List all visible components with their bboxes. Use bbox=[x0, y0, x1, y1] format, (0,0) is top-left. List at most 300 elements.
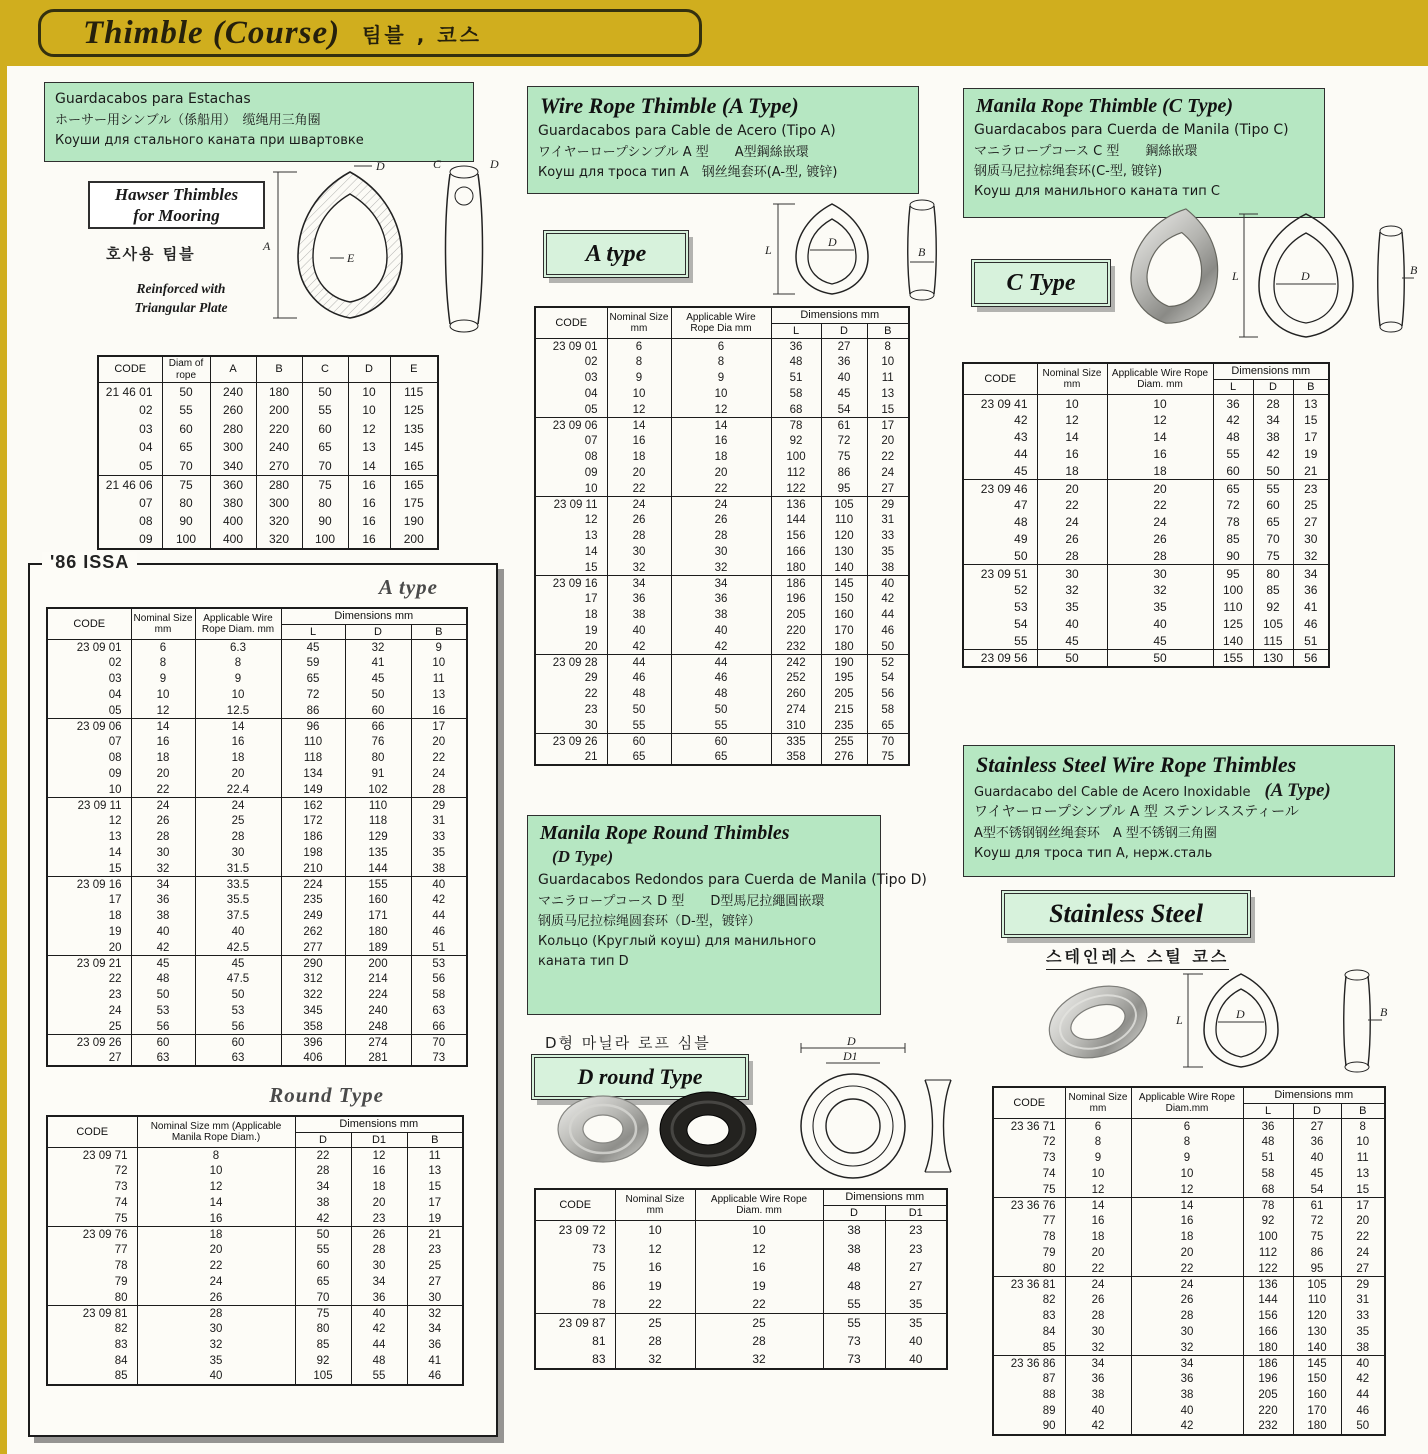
value-cell: 55 bbox=[302, 401, 348, 420]
value-cell: 42 bbox=[671, 639, 771, 655]
value-cell: 72 bbox=[281, 687, 345, 703]
value-cell: 45 bbox=[1037, 633, 1107, 650]
code-cell: 84 bbox=[47, 1353, 137, 1369]
info-line: Кольцо (Круглый коуш) для манильного bbox=[538, 933, 817, 949]
value-cell: 44 bbox=[351, 1337, 407, 1353]
value-cell: 105 bbox=[821, 497, 867, 513]
code-cell: 21 46 06 bbox=[98, 475, 162, 494]
info-line: ホーサー用シンブル（係船用） 缆绳用三角圈 bbox=[55, 112, 321, 128]
d-round-table bbox=[534, 1188, 948, 1370]
value-cell: 28 bbox=[131, 829, 195, 845]
value-cell: 63 bbox=[195, 1051, 281, 1067]
value-cell: 14 bbox=[1107, 429, 1213, 446]
table-row bbox=[993, 1387, 1385, 1403]
value-cell: 65 bbox=[1253, 514, 1293, 531]
value-cell: 23 bbox=[885, 1239, 947, 1258]
value-cell: 16 bbox=[348, 494, 390, 513]
info-line: Guardacabos para Cuerda de Manila (Tipo C) bbox=[974, 122, 1289, 138]
value-cell: 58 bbox=[867, 702, 909, 718]
value-cell: 274 bbox=[345, 1035, 411, 1051]
table-row bbox=[47, 766, 467, 782]
value-cell: 105 bbox=[295, 1369, 351, 1385]
value-cell: 170 bbox=[821, 623, 867, 639]
value-cell: 345 bbox=[281, 1003, 345, 1019]
code-cell: 23 09 72 bbox=[535, 1221, 615, 1240]
dim-label-B: B bbox=[1410, 263, 1418, 277]
c-type-thimble-diagram bbox=[1230, 206, 1420, 354]
value-cell: 196 bbox=[1243, 1372, 1293, 1388]
wire-rope-info-box bbox=[527, 86, 919, 194]
value-cell: 20 bbox=[671, 465, 771, 481]
value-cell: 55 bbox=[351, 1369, 407, 1385]
value-cell: 232 bbox=[1243, 1419, 1293, 1435]
value-cell: 8 bbox=[671, 355, 771, 371]
value-cell: 40 bbox=[1293, 1150, 1341, 1166]
stainless-thimble-images bbox=[1036, 964, 1398, 1078]
value-cell: 40 bbox=[1107, 616, 1213, 633]
column-header: D bbox=[823, 1205, 885, 1221]
code-cell: 78 bbox=[47, 1258, 137, 1274]
code-cell: 90 bbox=[993, 1419, 1065, 1435]
table-row bbox=[535, 434, 909, 450]
hawser-note-line1: Reinforced with bbox=[136, 281, 226, 296]
value-cell: 160 bbox=[345, 893, 411, 909]
value-cell: 34 bbox=[607, 576, 671, 592]
info-line: каната тип D bbox=[538, 954, 629, 970]
table-row bbox=[535, 339, 909, 355]
value-cell: 22 bbox=[695, 1295, 823, 1314]
code-cell: 79 bbox=[47, 1274, 137, 1290]
value-cell: 25 bbox=[1293, 497, 1329, 514]
value-cell: 33 bbox=[1341, 1308, 1385, 1324]
c-type-label-box: C Type bbox=[974, 262, 1108, 304]
table-row bbox=[47, 1322, 463, 1338]
value-cell: 40 bbox=[607, 623, 671, 639]
value-cell: 110 bbox=[821, 513, 867, 529]
value-cell: 65 bbox=[302, 438, 348, 457]
value-cell: 205 bbox=[821, 686, 867, 702]
value-cell: 12 bbox=[1037, 412, 1107, 429]
table-row bbox=[47, 1035, 467, 1051]
value-cell: 35 bbox=[1107, 599, 1213, 616]
value-cell: 32 bbox=[407, 1306, 463, 1322]
value-cell: 27 bbox=[885, 1276, 947, 1295]
value-cell: 135 bbox=[390, 420, 438, 439]
table-row bbox=[98, 383, 438, 402]
table-row bbox=[963, 531, 1329, 548]
value-cell: 12 bbox=[671, 402, 771, 418]
value-cell: 33.5 bbox=[195, 877, 281, 893]
value-cell: 18 bbox=[607, 449, 671, 465]
column-header: Dimensions mm bbox=[1243, 1087, 1385, 1103]
value-cell: 68 bbox=[1243, 1182, 1293, 1198]
column-header: D bbox=[1253, 379, 1293, 395]
value-cell: 34 bbox=[1293, 565, 1329, 582]
value-cell: 38 bbox=[823, 1239, 885, 1258]
value-cell: 122 bbox=[771, 481, 821, 497]
column-header: A bbox=[210, 356, 256, 383]
column-header: D bbox=[1293, 1103, 1341, 1119]
code-cell: 23 09 81 bbox=[47, 1306, 137, 1322]
value-cell: 56 bbox=[131, 1019, 195, 1035]
value-cell: 75 bbox=[302, 475, 348, 494]
table-row bbox=[535, 686, 909, 702]
value-cell: 172 bbox=[281, 814, 345, 830]
code-cell: 13 bbox=[535, 528, 607, 544]
code-cell: 78 bbox=[993, 1229, 1065, 1245]
table-row bbox=[993, 1119, 1385, 1135]
value-cell: 21 bbox=[407, 1227, 463, 1243]
table-row bbox=[47, 1258, 463, 1274]
value-cell: 36 bbox=[1243, 1119, 1293, 1135]
value-cell: 13 bbox=[411, 687, 467, 703]
code-cell: 08 bbox=[47, 750, 131, 766]
table-row bbox=[535, 497, 909, 513]
value-cell: 55 bbox=[1213, 446, 1253, 463]
value-cell: 34 bbox=[1131, 1356, 1243, 1372]
manila-d-info-box bbox=[527, 815, 927, 1015]
value-cell: 165 bbox=[390, 475, 438, 494]
info-line: Коуш для троса тип A, нерж.сталь bbox=[974, 845, 1213, 861]
value-cell: 20 bbox=[351, 1195, 407, 1211]
value-cell: 360 bbox=[210, 475, 256, 494]
value-cell: 9 bbox=[607, 370, 671, 386]
value-cell: 9 bbox=[671, 370, 771, 386]
code-cell: 22 bbox=[47, 972, 131, 988]
value-cell: 40 bbox=[671, 623, 771, 639]
manila-c-table bbox=[962, 362, 1330, 668]
table-row bbox=[993, 1135, 1385, 1151]
value-cell: 50 bbox=[671, 702, 771, 718]
value-cell: 42.5 bbox=[195, 940, 281, 956]
table-row bbox=[47, 893, 467, 909]
value-cell: 8 bbox=[137, 1148, 295, 1164]
value-cell: 60 bbox=[1253, 497, 1293, 514]
value-cell: 47.5 bbox=[195, 972, 281, 988]
a-type-label-box: A type bbox=[546, 233, 686, 275]
table-row bbox=[47, 1148, 463, 1164]
value-cell: 235 bbox=[821, 718, 867, 734]
value-cell: 270 bbox=[256, 457, 302, 476]
value-cell: 189 bbox=[345, 940, 411, 956]
value-cell: 186 bbox=[281, 829, 345, 845]
value-cell: 30 bbox=[351, 1258, 407, 1274]
value-cell: 13 bbox=[348, 438, 390, 457]
column-header: B bbox=[407, 1132, 463, 1148]
table-row bbox=[963, 599, 1329, 616]
value-cell: 55 bbox=[823, 1313, 885, 1332]
info-line: ワイヤーロープシンブル A 型 A型鋼絲嵌環 bbox=[538, 144, 809, 160]
code-cell: 86 bbox=[535, 1276, 615, 1295]
code-cell: 23 09 56 bbox=[963, 650, 1037, 667]
value-cell: 136 bbox=[1243, 1277, 1293, 1293]
value-cell: 6.3 bbox=[195, 640, 281, 656]
code-cell: 02 bbox=[98, 401, 162, 420]
value-cell: 10 bbox=[607, 386, 671, 402]
value-cell: 36 bbox=[1293, 1135, 1341, 1151]
header-row bbox=[98, 356, 438, 383]
column-header: L bbox=[281, 624, 345, 640]
table-row bbox=[47, 1369, 463, 1385]
table-row bbox=[535, 671, 909, 687]
value-cell: 130 bbox=[1293, 1324, 1341, 1340]
table-row bbox=[47, 972, 467, 988]
value-cell: 15 bbox=[1293, 412, 1329, 429]
column-header: D1 bbox=[885, 1205, 947, 1221]
value-cell: 400 bbox=[210, 512, 256, 531]
value-cell: 31 bbox=[1341, 1293, 1385, 1309]
code-cell: 27 bbox=[47, 1051, 131, 1067]
table-row bbox=[993, 1324, 1385, 1340]
info-line: 钢质马尼拉棕绳套环(C-型, 镀锌) bbox=[974, 163, 1163, 179]
value-cell: 13 bbox=[1341, 1166, 1385, 1182]
code-cell: 10 bbox=[47, 782, 131, 798]
value-cell: 20 bbox=[867, 434, 909, 450]
value-cell: 48 bbox=[1213, 429, 1253, 446]
value-cell: 380 bbox=[210, 494, 256, 513]
value-cell: 12 bbox=[1065, 1182, 1131, 1198]
value-cell: 34 bbox=[295, 1179, 351, 1195]
column-header: CODE bbox=[993, 1087, 1065, 1119]
value-cell: 92 bbox=[295, 1353, 351, 1369]
value-cell: 72 bbox=[1213, 497, 1253, 514]
value-cell: 28 bbox=[607, 528, 671, 544]
value-cell: 75 bbox=[1293, 1229, 1341, 1245]
value-cell: 23 bbox=[407, 1243, 463, 1259]
value-cell: 32 bbox=[131, 861, 195, 877]
value-cell: 90 bbox=[162, 512, 210, 531]
value-cell: 60 bbox=[195, 1035, 281, 1051]
table-row bbox=[993, 1293, 1385, 1309]
table-row bbox=[535, 1350, 947, 1369]
wire-rope-info-title: Wire Rope Thimble (A Type) bbox=[540, 93, 799, 118]
value-cell: 27 bbox=[821, 339, 867, 355]
value-cell: 28 bbox=[1131, 1308, 1243, 1324]
value-cell: 23 bbox=[885, 1221, 947, 1240]
code-cell: 52 bbox=[963, 582, 1037, 599]
table-row bbox=[535, 481, 909, 497]
value-cell: 130 bbox=[821, 544, 867, 560]
value-cell: 30 bbox=[607, 544, 671, 560]
column-header: D bbox=[821, 323, 867, 339]
value-cell: 300 bbox=[256, 494, 302, 513]
value-cell: 31 bbox=[411, 814, 467, 830]
value-cell: 41 bbox=[1293, 599, 1329, 616]
table-row bbox=[993, 1229, 1385, 1245]
column-header: B bbox=[256, 356, 302, 383]
value-cell: 45 bbox=[131, 956, 195, 972]
d-round-thimble-photos bbox=[548, 1078, 768, 1180]
code-cell: 20 bbox=[47, 940, 131, 956]
issa-heading: '86 ISSA bbox=[42, 552, 137, 573]
value-cell: 92 bbox=[771, 434, 821, 450]
value-cell: 34 bbox=[131, 877, 195, 893]
value-cell: 10 bbox=[1341, 1135, 1385, 1151]
code-cell: 23 bbox=[535, 702, 607, 718]
code-cell: 89 bbox=[993, 1403, 1065, 1419]
value-cell: 30 bbox=[407, 1290, 463, 1306]
value-cell: 52 bbox=[867, 655, 909, 671]
value-cell: 85 bbox=[295, 1337, 351, 1353]
dim-label-D: D bbox=[1236, 1007, 1245, 1021]
value-cell: 8 bbox=[1341, 1119, 1385, 1135]
value-cell: 320 bbox=[256, 512, 302, 531]
value-cell: 34 bbox=[1065, 1356, 1131, 1372]
code-cell: 83 bbox=[993, 1308, 1065, 1324]
code-cell: 23 bbox=[47, 987, 131, 1003]
info-line: Guardacabos para Cable de Acero (Tipo A) bbox=[538, 123, 836, 139]
code-cell: 43 bbox=[963, 429, 1037, 446]
value-cell: 35 bbox=[867, 544, 909, 560]
dim-label-E: E bbox=[347, 251, 355, 265]
value-cell: 27 bbox=[867, 481, 909, 497]
value-cell: 12 bbox=[348, 420, 390, 439]
value-cell: 45 bbox=[1107, 633, 1213, 650]
code-cell: 23 09 46 bbox=[963, 480, 1037, 497]
table-row bbox=[47, 956, 467, 972]
value-cell: 60 bbox=[607, 734, 671, 750]
value-cell: 32 bbox=[1131, 1340, 1243, 1356]
hawser-korean: 호사용 팀블 bbox=[106, 245, 196, 263]
value-cell: 54 bbox=[821, 402, 867, 418]
code-cell: 81 bbox=[535, 1332, 615, 1351]
stainless-ring-photo bbox=[1040, 974, 1156, 1070]
code-cell: 23 09 21 bbox=[47, 956, 131, 972]
stainless-spanish-line bbox=[974, 780, 1384, 802]
value-cell: 175 bbox=[390, 494, 438, 513]
table-row bbox=[535, 386, 909, 402]
value-cell: 70 bbox=[295, 1290, 351, 1306]
hawser-thimble-diagram bbox=[250, 158, 506, 350]
code-cell: 07 bbox=[47, 735, 131, 751]
value-cell: 205 bbox=[1243, 1387, 1293, 1403]
value-cell: 78 bbox=[1213, 514, 1253, 531]
value-cell: 36 bbox=[1065, 1372, 1131, 1388]
stainless-table bbox=[992, 1086, 1386, 1436]
value-cell: 112 bbox=[1243, 1245, 1293, 1261]
code-cell: 14 bbox=[47, 845, 131, 861]
value-cell: 17 bbox=[1341, 1198, 1385, 1214]
value-cell: 46 bbox=[411, 924, 467, 940]
table-row bbox=[47, 782, 467, 798]
table-row bbox=[993, 1166, 1385, 1182]
value-cell: 240 bbox=[210, 383, 256, 402]
table-row bbox=[535, 528, 909, 544]
value-cell: 54 bbox=[1293, 1182, 1341, 1198]
value-cell: 14 bbox=[137, 1195, 295, 1211]
value-cell: 110 bbox=[1293, 1293, 1341, 1309]
value-cell: 50 bbox=[302, 383, 348, 402]
value-cell: 16 bbox=[131, 735, 195, 751]
table-row bbox=[993, 1198, 1385, 1214]
value-cell: 24 bbox=[195, 798, 281, 814]
value-cell: 16 bbox=[1107, 446, 1213, 463]
code-cell: 55 bbox=[963, 633, 1037, 650]
value-cell: 50 bbox=[131, 987, 195, 1003]
code-cell: 29 bbox=[535, 671, 607, 687]
value-cell: 75 bbox=[867, 750, 909, 766]
value-cell: 145 bbox=[390, 438, 438, 457]
value-cell: 396 bbox=[281, 1035, 345, 1051]
value-cell: 171 bbox=[345, 908, 411, 924]
value-cell: 22 bbox=[295, 1148, 351, 1164]
value-cell: 68 bbox=[771, 402, 821, 418]
value-cell: 45 bbox=[345, 671, 411, 687]
value-cell: 40 bbox=[351, 1306, 407, 1322]
value-cell: 115 bbox=[1253, 633, 1293, 650]
value-cell: 55 bbox=[162, 401, 210, 420]
value-cell: 60 bbox=[131, 1035, 195, 1051]
code-cell: 17 bbox=[535, 592, 607, 608]
value-cell: 26 bbox=[1107, 531, 1213, 548]
table-row bbox=[47, 1019, 467, 1035]
code-cell: 85 bbox=[47, 1369, 137, 1385]
value-cell: 92 bbox=[1253, 599, 1293, 616]
value-cell: 46 bbox=[1293, 616, 1329, 633]
code-cell: 23 36 81 bbox=[993, 1277, 1065, 1293]
value-cell: 23 bbox=[351, 1211, 407, 1227]
code-cell: 23 09 01 bbox=[535, 339, 607, 355]
value-cell: 51 bbox=[1293, 633, 1329, 650]
value-cell: 48 bbox=[131, 972, 195, 988]
value-cell: 28 bbox=[1253, 395, 1293, 412]
value-cell: 235 bbox=[281, 893, 345, 909]
value-cell: 48 bbox=[823, 1258, 885, 1277]
value-cell: 38 bbox=[411, 861, 467, 877]
value-cell: 32 bbox=[1107, 582, 1213, 599]
value-cell: 24 bbox=[1065, 1277, 1131, 1293]
value-cell: 46 bbox=[671, 671, 771, 687]
value-cell: 28 bbox=[671, 528, 771, 544]
value-cell: 16 bbox=[411, 703, 467, 719]
code-cell: 74 bbox=[47, 1195, 137, 1211]
value-cell: 129 bbox=[345, 829, 411, 845]
table-row bbox=[993, 1245, 1385, 1261]
manila-c-info-lines bbox=[974, 120, 1314, 202]
value-cell: 140 bbox=[1213, 633, 1253, 650]
table-row bbox=[963, 497, 1329, 514]
value-cell: 40 bbox=[885, 1350, 947, 1369]
value-cell: 16 bbox=[695, 1258, 823, 1277]
table-row bbox=[535, 1239, 947, 1258]
value-cell: 85 bbox=[1253, 582, 1293, 599]
dim-label-D: D bbox=[828, 235, 837, 249]
code-cell: 23 09 87 bbox=[535, 1313, 615, 1332]
value-cell: 27 bbox=[1293, 514, 1329, 531]
value-cell: 50 bbox=[162, 383, 210, 402]
value-cell: 10 bbox=[1065, 1166, 1131, 1182]
value-cell: 22 bbox=[411, 750, 467, 766]
value-cell: 17 bbox=[407, 1195, 463, 1211]
code-cell: 23 09 26 bbox=[47, 1035, 131, 1051]
value-cell: 10 bbox=[671, 386, 771, 402]
value-cell: 100 bbox=[1243, 1229, 1293, 1245]
column-header: CODE bbox=[47, 1116, 137, 1148]
value-cell: 120 bbox=[821, 528, 867, 544]
value-cell: 22 bbox=[867, 449, 909, 465]
value-cell: 44 bbox=[867, 607, 909, 623]
value-cell: 180 bbox=[1293, 1419, 1341, 1435]
value-cell: 28 bbox=[195, 829, 281, 845]
value-cell: 20 bbox=[607, 465, 671, 481]
value-cell: 18 bbox=[195, 750, 281, 766]
value-cell: 18 bbox=[1131, 1229, 1243, 1245]
column-header: Nominal Size mm bbox=[607, 307, 671, 339]
code-cell: 07 bbox=[535, 434, 607, 450]
value-cell: 17 bbox=[411, 719, 467, 735]
value-cell: 160 bbox=[821, 607, 867, 623]
value-cell: 58 bbox=[1243, 1166, 1293, 1182]
